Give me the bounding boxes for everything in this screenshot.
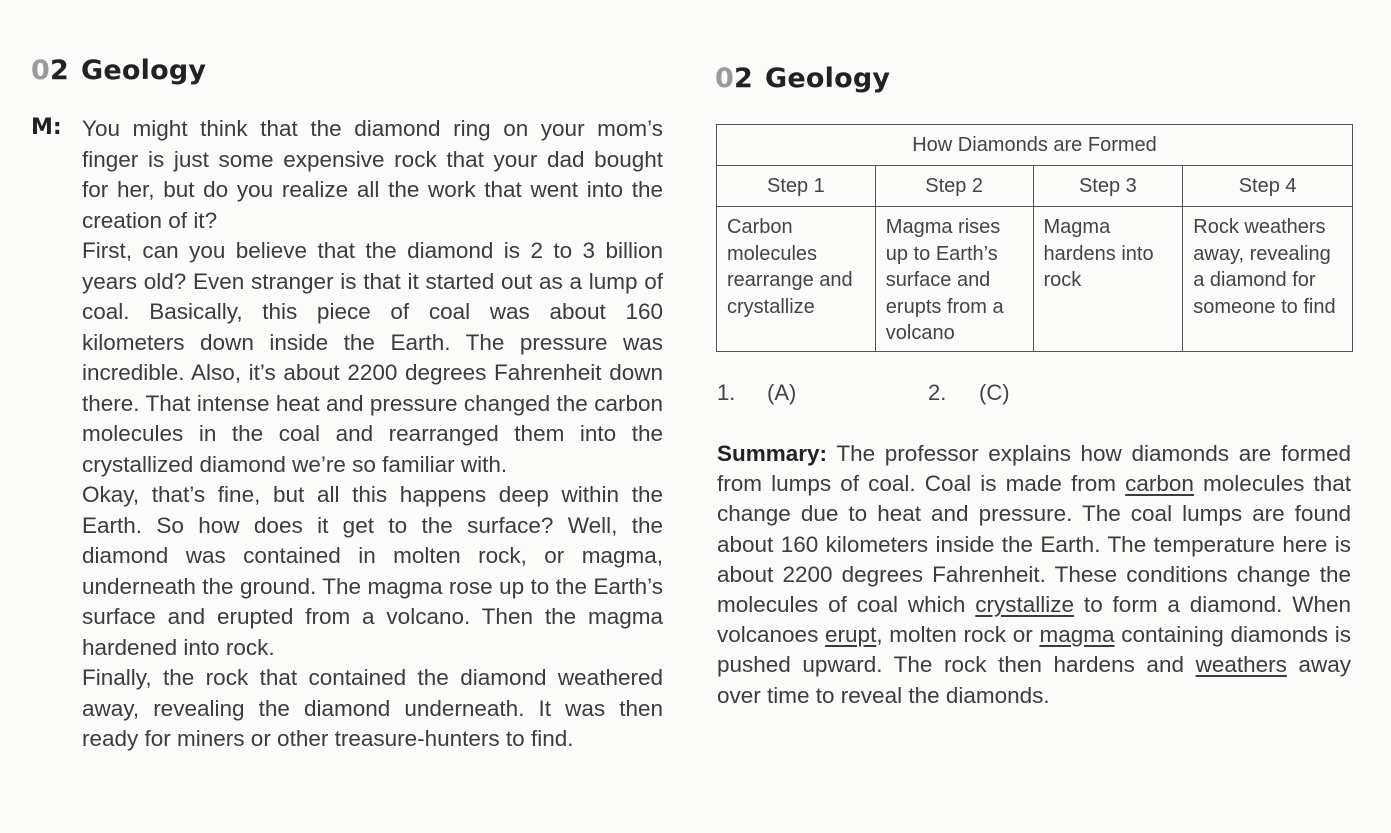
table-header-step-3: Step 3	[1033, 166, 1183, 207]
section-title: Geology	[765, 63, 891, 94]
transcript-paragraph: Finally, the rock that contained the diamond weathered away, revealing the diamond underneath. It was then ready for miners or other treasure-hunters to find.	[82, 665, 663, 751]
answer-number: 1.	[717, 380, 736, 405]
answer-number: 2.	[928, 380, 947, 405]
answer-value: (A)	[767, 380, 797, 405]
summary-text: containing diamonds is pushed upward. The rock then hardens and	[717, 622, 1351, 678]
summary-keyword: crystallize	[975, 592, 1075, 618]
summary-keyword: magma	[1039, 622, 1115, 648]
summary-text: The professor explains how diamonds are formed from lumps of coal. Coal is made from	[717, 441, 1351, 497]
table-cell-step-2: Magma rises up to Earth’s surface and erupts from a volcano	[875, 207, 1033, 352]
transcript-paragraph: First, can you believe that the diamond is 2 to 3 billion years old? Even stranger is that it started out as a lump of coal. Basically, this piece of coal was about 160 kilometers down inside the Earth. The pressure was incredible. Also, it’s about 2200 degrees Fahrenheit down there. That intense heat and pressure changed the carbon molecules in the coal and rearranged them into the crystallized diamond we’re so familiar with.	[82, 238, 663, 477]
summary-text: away over time to reveal the diamonds.	[717, 652, 1351, 708]
lecture-transcript	[82, 114, 663, 755]
speaker-label: M:	[31, 115, 62, 140]
section-number-rest: 2	[734, 63, 753, 94]
table-cell-step-1: Carbon molecules rearrange and crystallize	[717, 207, 876, 352]
section-number-first-digit: 0	[715, 63, 734, 94]
summary-label: Summary:	[717, 441, 828, 466]
summary-keyword: erupt	[825, 622, 877, 648]
table-cell-step-3: Magma hardens into rock	[1033, 207, 1183, 352]
transcript-paragraph: Okay, that’s fine, but all this happens deep within the Earth. So how does it get to the surface? Well, the diamond was contained in molten rock, or magma, underneath the ground. The magma rose up to the Earth’s surface and erupted from a volcano. Then the magma hardened into rock.	[82, 482, 663, 660]
summary-text: to form a diamond. When volcanoes	[717, 592, 1351, 648]
section-heading-left	[31, 55, 206, 86]
summary-text: , molten rock or	[876, 622, 1040, 648]
right-page	[700, 0, 1391, 833]
table-header-step-1: Step 1	[717, 166, 876, 207]
table-header-step-4: Step 4	[1183, 166, 1353, 207]
table-header-step-2: Step 2	[875, 166, 1033, 207]
section-number-rest: 2	[50, 55, 69, 86]
summary-text: molecules that change due to heat and pressure. The coal lumps are found about 160 kilometers inside the Earth. The temperature here is about 2200 degrees Fahrenheit. These conditions change the molecules of coal which	[717, 471, 1351, 618]
table-caption: How Diamonds are Formed	[717, 125, 1353, 166]
summary-keyword: carbon	[1125, 471, 1194, 497]
summary-keyword: weathers	[1195, 652, 1287, 678]
section-number-first-digit: 0	[31, 55, 50, 86]
section-title: Geology	[81, 55, 207, 86]
diamond-formation-table	[716, 124, 1353, 352]
summary-paragraph	[717, 439, 1351, 711]
transcript-paragraph: You might think that the diamond ring on your mom’s finger is just some expensive rock that your dad bought for her, but do you realize all the work that went into the creation of it?	[82, 116, 663, 233]
table-cell-step-4: Rock weathers away, revealing a diamond for someone to find	[1183, 207, 1353, 352]
answer-value: (C)	[979, 380, 1010, 405]
section-heading-right	[715, 63, 890, 94]
